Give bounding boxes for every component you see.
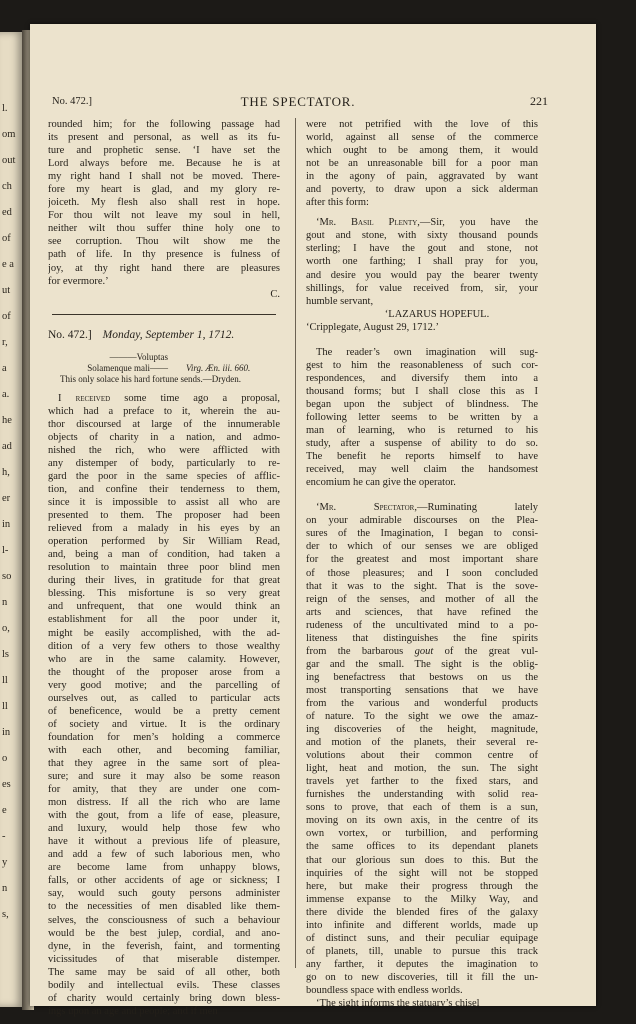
- text-line: began upon the subject of blindness. The: [306, 398, 538, 410]
- text-line: since it is impossible to assist all who are: [48, 497, 280, 509]
- text-line: and unfrequent, that one would think an: [48, 601, 280, 613]
- text-line: from the various and wonderful products: [306, 697, 538, 709]
- bill-place-date: ‘Cripplegate, August 29, 1712.’: [306, 321, 439, 333]
- text-line: not be an unreasonable bill for a poor man: [306, 158, 538, 170]
- text-line: the thought of the proposer arose from a: [48, 666, 280, 678]
- text-line: Lord always before me. Because he is at: [48, 158, 280, 170]
- page-number: 221: [530, 94, 548, 108]
- text-line: falls, or other accidents of age or sickness; I: [48, 875, 280, 887]
- page-text-area: [48, 24, 548, 1017]
- facing-page-fragment: ad: [2, 441, 12, 452]
- continuation-paragraph: [48, 118, 280, 288]
- facing-page-fragment: -: [2, 831, 6, 842]
- text-line: ture and prophetic sense. ‘I have set the: [48, 145, 280, 157]
- sample-bill: [306, 216, 538, 307]
- text-line: furnishes the understanding with solid rea-: [306, 789, 538, 801]
- facing-page-fragment: ll: [2, 675, 8, 686]
- facing-page-fragment: er: [2, 493, 11, 504]
- facing-page-edge: [0, 32, 24, 1007]
- text-line: bodily and intellectual evils. These classes: [48, 979, 280, 991]
- text-line: on your admirable discourses on the Plea-: [306, 515, 538, 527]
- text-line: from the barbarous gout of the great vul-: [306, 645, 538, 657]
- facing-page-fragment: a: [2, 363, 7, 374]
- text-line: into infinite and different worlds, made up: [306, 919, 538, 931]
- text-line: sure; and sure it may also be some reason: [48, 771, 280, 783]
- text-line: presented to them. The proposer had been: [48, 510, 280, 522]
- text-line: would be the best julep, cordial, and ano-: [48, 927, 280, 939]
- text-line: liteness that distinguishes the fine spirits: [306, 632, 538, 644]
- text-line: of nature. To the sight we owe the amaz-: [306, 711, 538, 723]
- text-line: travels yet farther to the fixed stars, and: [306, 776, 538, 788]
- running-header: [48, 94, 548, 110]
- text-line: dyne, in the feverish, faint, and tormenting: [48, 940, 280, 952]
- text-line: selves, the consciousness of such a behaviour: [48, 914, 280, 926]
- text-line: its present and personal, as well as its fu-: [48, 132, 280, 144]
- motto-line-1: ———Voluptas: [109, 351, 168, 362]
- text-line: volutions about their common centre of: [306, 750, 538, 762]
- text-line: were not petrified with the love of this: [306, 119, 538, 130]
- text-line: and poverty, to draw upon a sick alderman: [306, 184, 538, 196]
- facing-page-fragment: l.: [2, 103, 8, 114]
- text-line: sons to prove, that each of them is a sun,: [306, 802, 538, 814]
- text-line: of distinct suns, and their peculiar equipage: [306, 932, 538, 944]
- facing-page-fragment: of: [2, 233, 11, 244]
- facing-page-fragment: so: [2, 571, 12, 582]
- text-line: my right hand I shall not be moved. There-: [48, 171, 280, 183]
- text-line: ings upon an age and people; and if men: [48, 1005, 218, 1017]
- text-line: that it was to the sight. That is the sove-: [306, 580, 538, 592]
- facing-page-fragment: he: [2, 415, 12, 426]
- text-line: have it without a previous life of pleasure,: [48, 836, 280, 848]
- text-line: in the agony of pain, aggravated by want: [306, 171, 538, 183]
- text-line: ‘Mr. Spectator,—Ruminating lately: [316, 502, 538, 514]
- text-line: with each other, and becoming familiar,: [48, 744, 280, 756]
- text-line: gout and stone, with sixty thousand pounds: [306, 230, 538, 242]
- section-divider: [48, 308, 280, 322]
- letter-paragraph: [306, 501, 538, 997]
- essay-continuation: [306, 118, 538, 209]
- text-line: The same may be said of all other, both: [48, 966, 280, 978]
- facing-page-fragment: in: [2, 727, 11, 738]
- text-line: The benefit he reports himself to have: [306, 451, 538, 463]
- facing-page-fragment: s,: [2, 909, 9, 920]
- facing-page-fragment: ll: [2, 701, 8, 712]
- facing-page-fragment: es: [2, 779, 11, 790]
- text-line: joiceth. My flesh also shall rest in hope.: [48, 197, 280, 209]
- facing-page-fragment: n: [2, 597, 8, 608]
- text-line: for the greatest and most important share: [306, 554, 538, 566]
- facing-page-fragment: y: [2, 857, 8, 868]
- text-line: respondences, and diversify them into a: [306, 372, 538, 384]
- text-line: are become lame from unhappy blows,: [48, 862, 280, 874]
- text-line: inquiries of the sight will not be stopped: [306, 867, 538, 879]
- text-line: ing discoveries of the height, magnitude,: [306, 724, 538, 736]
- issue-number: No. 472.]: [48, 328, 92, 341]
- facing-page-fragment: in: [2, 519, 11, 530]
- author-signature: C.: [270, 288, 280, 300]
- text-line: The reader’s own imagination will sug-: [316, 346, 538, 358]
- text-line: study, after a suspense of ability to do so.: [306, 438, 538, 450]
- issue-date: Monday, September 1, 1712.: [102, 328, 235, 341]
- text-line: sures of the Imagination, I began to consi-: [306, 528, 538, 540]
- text-line: and motion of the planets, their several re-: [306, 737, 538, 749]
- right-column: [306, 118, 538, 1010]
- text-line: gar and the small. The sight is the oblig-: [306, 658, 538, 670]
- text-line: rudeness of the uncultivated mind to a po-: [306, 619, 538, 631]
- motto-line-2: Solamenque mali—— Virg. Æn. iii. 660.: [87, 362, 251, 373]
- text-line: most transporting sensations that we have: [306, 684, 538, 696]
- text-line: nished the rich, who were afflicted with: [48, 444, 280, 456]
- text-line: of charity would certainly bring down bless-: [48, 992, 280, 1004]
- text-line: very good motive; and the parcelling of: [48, 679, 280, 691]
- reader-paragraph: [306, 346, 538, 490]
- facing-page-fragment: h,: [2, 467, 10, 478]
- text-line: shillings, for value received from, sir, your: [306, 282, 538, 294]
- text-line: tion, and confine their tenderness to them,: [48, 483, 280, 495]
- text-line: that they agree in the same sort of plea-: [48, 757, 280, 769]
- facing-page-fragment: e: [2, 805, 7, 816]
- text-line: I received some time ago a proposal,: [58, 392, 280, 404]
- text-line: of those pleasures; and I soon concluded: [306, 567, 538, 579]
- text-line: there divide the blended fires of the galaxy: [306, 906, 538, 918]
- text-line: encomium he can give the operator.: [306, 477, 456, 489]
- text-line: objects of charity in a nation, and admo-: [48, 431, 280, 443]
- facing-page-fragment: out: [2, 155, 16, 166]
- text-line: which ought to be among them, it would: [306, 145, 538, 157]
- text-line: who are in the same calamity. However,: [48, 653, 280, 665]
- text-line: moving on its own axis, in the centre of its: [306, 815, 538, 827]
- text-line: might be easily accomplished, with the ad-: [48, 627, 280, 639]
- text-line: for evermore.’: [48, 275, 109, 287]
- text-line: following letter seems to be written by a: [306, 411, 538, 423]
- text-line: blessing. This misfortune is so very great: [48, 588, 280, 600]
- facing-page-fragment: o: [2, 753, 8, 764]
- text-line: operation performed by Sir William Read,: [48, 536, 280, 548]
- text-line: ing benefactress that bestows on us the: [306, 671, 538, 683]
- facing-page-fragment: r,: [2, 337, 8, 348]
- text-line: of society and virtue. It is the ordinary: [48, 718, 280, 730]
- text-line: establishment for all the poor under it,: [48, 614, 280, 626]
- text-line: gard the poor in the same species of afflic-: [48, 470, 280, 482]
- column-rule: [295, 118, 296, 968]
- text-line: ourselves out, as called to particular acts: [48, 692, 280, 704]
- text-line: dition of a very few others to those wealthy: [48, 640, 280, 652]
- facing-page-fragment: a.: [2, 389, 10, 400]
- facing-page-fragment: l-: [2, 545, 9, 556]
- text-line: fore my heart is glad, and my glory re-: [48, 184, 280, 196]
- text-line: world, against all sense of the commerce: [306, 132, 538, 144]
- text-line: after this form:: [306, 197, 369, 209]
- text-line: the same offices to its dependant planets: [306, 841, 538, 853]
- text-line: light, heat and motion, the sun. The sight: [306, 763, 538, 775]
- facing-page-fragment: ed: [2, 207, 12, 218]
- text-line: immense expanse to the Milky Way, and: [306, 893, 538, 905]
- text-line: man of learning, who is returned to his: [306, 425, 538, 437]
- facing-page-fragment: ls: [2, 649, 10, 660]
- motto-translation: This only solace his hard fortune sends.—Dryden.: [60, 373, 241, 384]
- text-line: with the gout, from a life of ease, pleasure,: [48, 810, 280, 822]
- issue-heading: [48, 329, 280, 345]
- text-line: For thou wilt not leave my soul in hell,: [48, 210, 280, 222]
- facing-page-fragment: o,: [2, 623, 10, 634]
- bill-signature: ‘LAZARUS HOPEFUL.: [384, 308, 490, 320]
- text-line: thor discoursed at large of the innumerable: [48, 418, 280, 430]
- text-line: and luxury, would help those few who: [48, 823, 280, 835]
- facing-page-fragment: n: [2, 883, 8, 894]
- text-line: boundless space with endless worlds.: [306, 985, 463, 996]
- text-line: and desire you would pay the bearer twenty: [306, 269, 538, 281]
- book-page: [30, 24, 596, 1017]
- text-line: own vortex, or turbillion, and performing: [306, 828, 538, 840]
- facing-page-fragment: e a: [2, 259, 14, 270]
- header-title: THE SPECTATOR.: [240, 94, 356, 109]
- text-line: arts and sciences, that have refined the: [306, 606, 538, 618]
- text-line: der to which of our senses we are obliged: [306, 541, 538, 553]
- text-line: go on to new discoveries, till it fill the un-: [306, 971, 538, 983]
- closing-line: ‘The sight informs the statuary’s chisel: [316, 998, 480, 1010]
- text-line: received, may well claim the handsomest: [306, 464, 538, 476]
- text-line: and add a few of such laborious men, who: [48, 849, 280, 861]
- text-line: and, being a man of condition, had taken a: [48, 549, 280, 561]
- text-line: vicissitudes of that miserable distemper.: [48, 953, 280, 965]
- text-line: worth one farthing; I shall pray for you,: [306, 256, 538, 268]
- text-line: which had a preface to it, wherein the au-: [48, 405, 280, 417]
- text-line: to the necessities of men disabled like them-: [48, 901, 280, 913]
- text-line: mon distress. If all the rich who are lame: [48, 797, 280, 809]
- text-line: rounded him; for the following passage had: [48, 119, 280, 130]
- text-line: any distemper of body, particularly to re-: [48, 457, 280, 469]
- text-line: relieved from a malady in his eyes by an: [48, 523, 280, 535]
- text-line: that our glorious sun does to this. But the: [306, 854, 538, 866]
- text-line: see corruption. Thou wilt show me the: [48, 236, 280, 248]
- essay-body: [48, 392, 280, 1018]
- left-column: [48, 118, 280, 1018]
- text-line: foundation for men’s holding a commerce: [48, 731, 280, 743]
- text-line: say, would such gouty persons administer: [48, 888, 280, 900]
- facing-page-fragment: om: [2, 129, 16, 140]
- facing-page-fragment: ch: [2, 181, 12, 192]
- text-line: for amity, that they are under one com-: [48, 784, 280, 796]
- text-line: any farther, it deputes the imagination to: [306, 958, 538, 970]
- text-line: humble servant,: [306, 295, 374, 307]
- text-line: ‘Mr. Basil Plenty,—Sir, you have the: [316, 217, 538, 229]
- text-line: reign of the senses, and mother of all the: [306, 593, 538, 605]
- facing-page-fragment: of: [2, 311, 11, 322]
- text-line: resolution to maintain three poor blind men: [48, 562, 280, 574]
- text-line: sterling; I have the gout and stone, not: [306, 243, 538, 255]
- text-line: thousand forms; but I shall close this as I: [306, 385, 538, 397]
- header-issue-number: No. 472.]: [52, 96, 92, 107]
- text-line: path of life. In thy presence is fulness of: [48, 249, 280, 261]
- text-line: during their lives, in gratitude for that great: [48, 575, 280, 587]
- text-line: joy, at thy right hand there are pleasures: [48, 262, 280, 274]
- text-line: of planets, till, unable to pursue this track: [306, 945, 538, 957]
- facing-page-fragment: ut: [2, 285, 11, 296]
- text-line: of beneficence, would be a pretty cement: [48, 705, 280, 717]
- text-line: gest to him the reasonableness of such cor-: [306, 359, 538, 371]
- text-line: neither wilt thou suffer thine holy one to: [48, 223, 280, 235]
- text-line: here, but make their progress through the: [306, 880, 538, 892]
